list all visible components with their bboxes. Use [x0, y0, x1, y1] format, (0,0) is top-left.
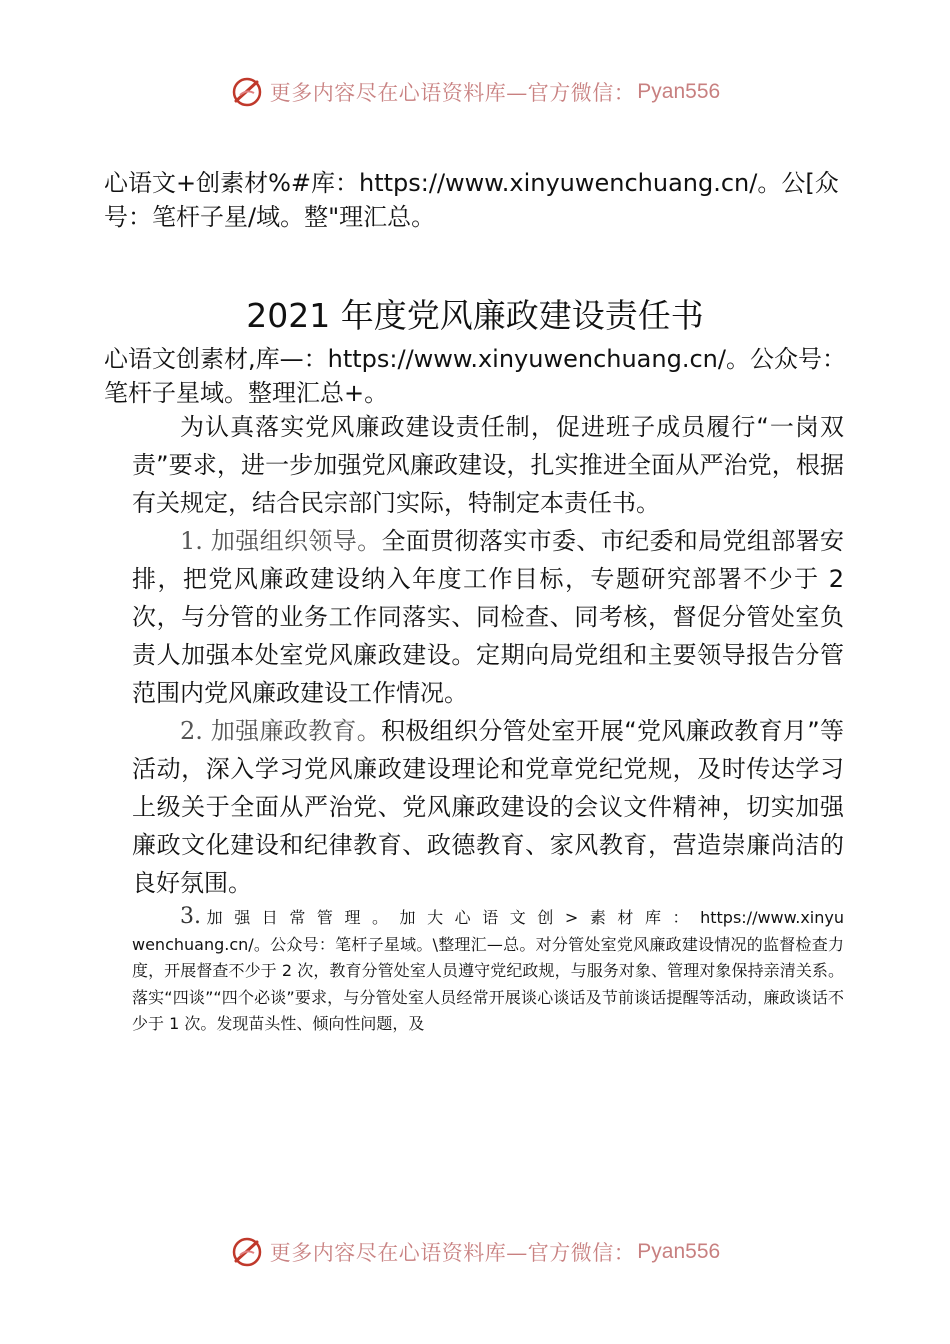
footer-banner-text: 更多内容尽在心语资料库—官方微信： — [269, 1241, 636, 1265]
pen-logo-icon — [230, 75, 264, 109]
item-1-paragraph — [132, 522, 844, 712]
watermark-text-1: 心语文+创素材%#库：https://www.xinyuwenchuang.cn/。公[众号：笔杆子星/域。整"理汇总。 — [104, 169, 839, 231]
item-3-body: https://www.xinyuwenchuang.cn/。公众号：笔杆子星域。\整理汇—总。对分管处室党风廉政建设情况的监督检查力度，开展督查不少于 2 次，教育分管处室人员遵守党纪政规，与服务对象、管理对象保持亲清关系。落实“四谈”“四个必谈”要求，与分管处室人员经常开展谈心谈话及节前谈话提醒等活动，廉政谈话不少于 1 次。发现苗头性、倾向性问题，及 — [132, 908, 844, 1033]
footer-banner-wechat-id: Pyan556 — [637, 1240, 721, 1263]
item-2-body: 积极组织分管处室开展“党风廉政教育月”等活动，深入学习党风廉政建设理论和党章党纪党规，及时传达学习上级关于全面从严治党、党风廉政建设的会议文件精神，切实加强廉政文化建设和纪律教育、政德教育、家风教育，营造崇廉尚洁的良好氛围。 — [132, 717, 844, 897]
item-1-body: 全面贯彻落实市委、市纪委和局党组部署安排，把党风廉政建设纳入年度工作目标，专题研究部署不少于 2 次，与分管的业务工作同落实、同检查、同考核，督促分管处室负责人加强本处室党风廉政建设。定期向局党组和主要领导报告分管范围内党风廉政建设工作情况。 — [132, 527, 845, 707]
watermark-text-2: 心语文创素材,库—：https://www.xinyuwenchuang.cn/。公众号：笔杆子星域。整理汇总+。 — [104, 345, 846, 407]
item-3-heading: 加强日常管理。加大心语文创>素材库： — [206, 908, 701, 927]
item-3-paragraph — [132, 904, 844, 1038]
footer-banner — [0, 1232, 950, 1272]
banner-text: 更多内容尽在心语资料库—官方微信： — [269, 81, 636, 105]
item-1-heading: 1. 加强组织领导。 — [180, 527, 382, 555]
header-banner — [0, 72, 950, 112]
item-3-number: 3. — [180, 904, 201, 929]
intro-paragraph: 为认真落实党风廉政建设责任制，促进班子成员履行“一岗双责”要求，进一步加强党风廉政建设，扎实推进全面从严治党，根据有关规定，结合民宗部门实际，特制定本责任书。 — [132, 413, 844, 517]
document-title: 2021 年度党风廉政建设责任书 — [246, 296, 704, 335]
item-2-paragraph — [132, 712, 844, 902]
banner-wechat-id: Pyan556 — [637, 80, 721, 103]
item-2-heading: 2. 加强廉政教育。 — [180, 717, 382, 745]
pen-logo-icon — [230, 1235, 264, 1269]
